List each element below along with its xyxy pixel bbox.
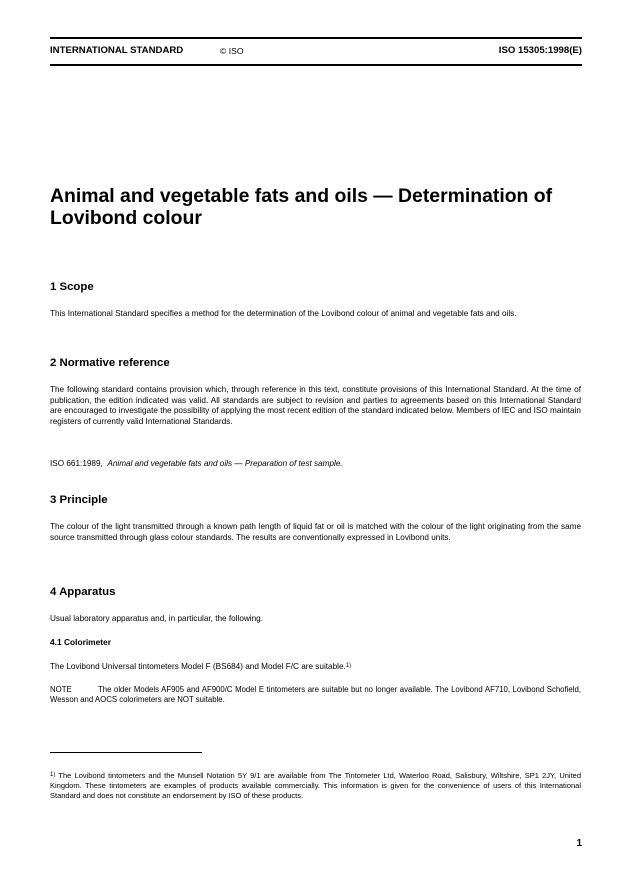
header-copyright: © ISO: [220, 46, 244, 56]
section-heading-normative: 2 Normative reference: [50, 357, 170, 369]
section-text-normative: The following standard contains provision which, through reference in this text, constitute provisions of this International Standard. At the time of publication, the edition indicated was valid. All standards are subject to revision and parties to agreements based on this International Standard are encouraged to investigate the possibility of applying the most recent edition of the standard indicated below. Members of IEC and ISO maintain registers of currently valid International Standards.: [50, 385, 581, 426]
subsection-heading-colorimeter: 4.1 Colorimeter: [50, 637, 111, 647]
note-text: The older Models AF905 and AF900/C Model E tintometers are suitable but no longer available. The Lovibond AF710, Lovibond Schofield, Wesson and AOCS colorimeters are NOT suitable.: [50, 685, 581, 704]
section-heading-apparatus: 4 Apparatus: [50, 586, 116, 598]
section-heading-principle: 3 Principle: [50, 494, 108, 506]
colorimeter-text: The Lovibond Universal tintometers Model F (BS684) and Model F/C are suitable.: [50, 662, 346, 671]
note-block: [50, 685, 581, 705]
reference-title: Animal and vegetable fats and oils — Preparation of test sample.: [107, 459, 343, 468]
page-number: 1: [576, 838, 582, 849]
footnote-marker: 1): [50, 772, 56, 778]
header-standard-type: INTERNATIONAL STANDARD: [50, 45, 184, 56]
section-text-principle: The colour of the light transmitted through a known path length of liquid fat or oil is matched with the colour of the light originating from the same source transmitted through glass colour standards. The results are conventionally expressed in Lovibond units.: [50, 522, 581, 542]
header-bottom-rule: [50, 64, 582, 66]
normative-reference-entry: [50, 459, 581, 470]
reference-code: ISO 661:1989,: [50, 459, 103, 468]
footnote-separator: [50, 752, 202, 753]
footnote-text: The Lovibond tintometers and the Munsell Notation 5Y 9/1 are available from The Tintometer Ltd, Waterloo Road, Salisbury, Wiltshire, SP1 2JY, United Kingdom. These tintometers are examples of products available commercially. This information is given for the convenience of users of this International Standard and does not constitute an endorsement by ISO of these products.: [50, 771, 581, 800]
header-standard-number: ISO 15305:1998(E): [498, 45, 582, 56]
header-top-rule: [50, 37, 582, 39]
note-label: NOTE: [50, 685, 72, 694]
section-text-scope: This International Standard specifies a method for the determination of the Lovibond colour of animal and vegetable fats and oils.: [50, 309, 517, 318]
subsection-text-colorimeter: [50, 662, 581, 673]
section-heading-scope: 1 Scope: [50, 281, 94, 293]
footnote: [50, 771, 581, 801]
footnote-reference: 1): [345, 663, 352, 669]
document-title: Animal and vegetable fats and oils — Determination of Lovibond colour: [50, 185, 553, 229]
section-text-apparatus: Usual laboratory apparatus and, in particular, the following.: [50, 614, 263, 623]
